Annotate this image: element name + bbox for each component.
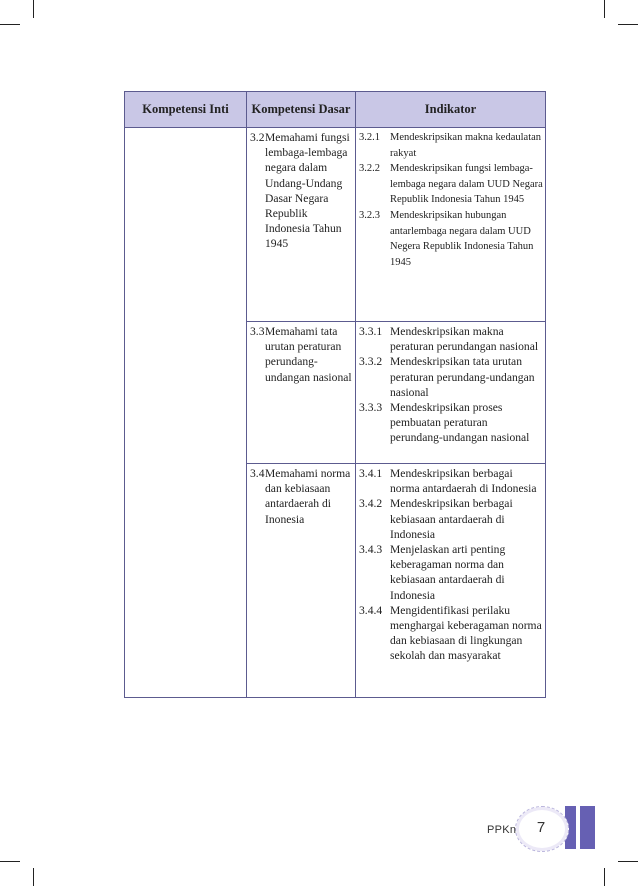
indicator-text: Mendeskripsikan tata urutan peraturan perundang-undangan nasional <box>390 355 535 399</box>
kd-text: Memahami tata urutan peraturan perundang-undangan nasional <box>265 325 352 384</box>
header-kompetensi-inti: Kompetensi Inti <box>125 92 247 128</box>
indicator-text: Mendeskripsikan hubungan antarlembaga negara dalam UUD Negera Republik Indonesia Tahun 1945 <box>390 209 534 268</box>
indicator-number: 3.3.3 <box>359 401 383 415</box>
kompetensi-dasar-cell <box>247 464 356 698</box>
table-row <box>125 128 546 322</box>
crop-mark <box>618 861 638 862</box>
crop-mark <box>0 24 20 25</box>
indicator-text: Menjelaskan arti penting keberagaman norma dan kebiasaan antardaerah di Indonesia <box>390 543 506 602</box>
indicator-number: 3.4.2 <box>359 497 383 511</box>
kd-number: 3.4 <box>250 467 265 480</box>
header-kompetensi-dasar: Kompetensi Dasar <box>247 92 356 128</box>
kd-number: 3.3 <box>250 325 265 338</box>
indicator-number: 3.2.2 <box>359 163 380 175</box>
crop-mark <box>33 0 34 18</box>
indicator-text: Mengidentifikasi perilaku menghargai keberagaman norma dan kebiasaan di lingkungan sekolah dan masyarakat <box>390 603 542 663</box>
footer-subject: PPKn <box>487 824 517 836</box>
indicator-number: 3.2.3 <box>359 209 380 221</box>
indikator-cell <box>356 464 546 698</box>
page-number: 7 <box>536 819 546 836</box>
indicator-text: Mendeskripsikan berbagai norma antardaerah di Indonesia <box>390 467 537 496</box>
header-indikator: Indikator <box>356 92 546 128</box>
kompetensi-dasar-cell <box>247 128 356 322</box>
indicator-text: Mendeskripsikan makna peraturan perundangan nasional <box>390 325 539 354</box>
crop-mark <box>604 0 605 18</box>
footer-accent-bar <box>580 806 595 849</box>
indicator-number: 3.3.1 <box>359 325 383 338</box>
indicator-number: 3.4.1 <box>359 467 383 480</box>
indicator-number: 3.2.1 <box>359 132 380 143</box>
indikator-cell <box>356 128 546 322</box>
indicator-number: 3.3.2 <box>359 355 383 369</box>
indicator-text: Mendeskripsikan proses pembuatan peraturan perundang-undangan nasional <box>390 401 530 445</box>
indicator-text: Mendeskripsikan berbagai kebiasaan antardaerah di Indonesia <box>390 497 513 541</box>
kompetensi-dasar-cell <box>247 322 356 464</box>
crop-mark <box>33 868 34 886</box>
kompetensi-inti-cell <box>125 128 247 698</box>
indikator-cell <box>356 322 546 464</box>
competency-table <box>124 91 546 698</box>
kd-text: Memahami norma dan kebiasaan antardaerah di Inonesia <box>265 467 351 526</box>
crop-mark <box>618 24 638 25</box>
crop-mark <box>0 861 20 862</box>
indicator-number: 3.4.3 <box>359 543 383 557</box>
indicator-text: Mendeskripsikan fungsi lembaga-lembaga negara dalam UUD Negara Republik Indonesia Tahun 1945 <box>390 163 543 206</box>
kd-number: 3.2 <box>250 131 265 144</box>
indicator-number: 3.4.4 <box>359 603 383 617</box>
table-header-row <box>125 92 546 128</box>
kd-text: Memahami fungsi lembaga-lembaga negara dalam Undang-Undang Dasar Negara Republik Indonesia Tahun 1945 <box>265 131 350 251</box>
indicator-text: Mendeskripsikan makna kedaulatan rakyat <box>390 132 542 159</box>
crop-mark <box>604 868 605 886</box>
